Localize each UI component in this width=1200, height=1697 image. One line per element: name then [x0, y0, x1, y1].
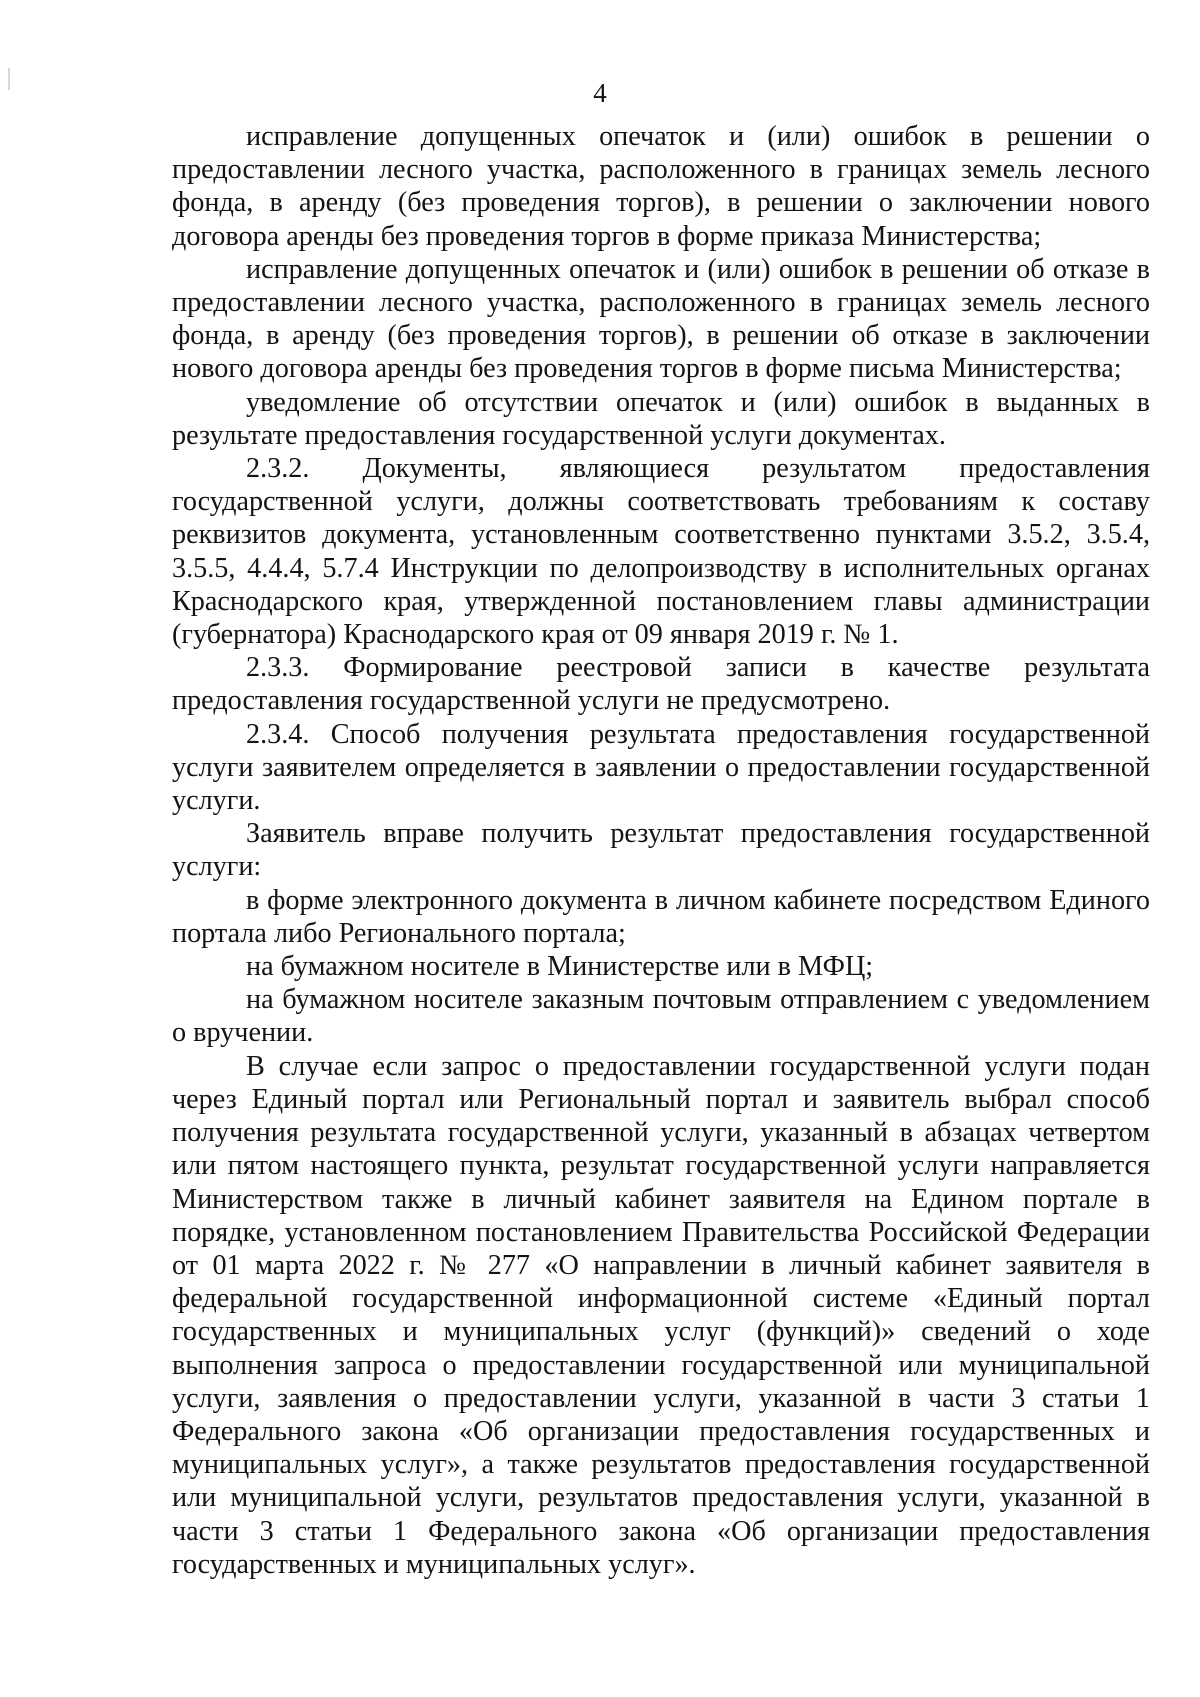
paragraph-option-paper-mfc: на бумажном носителе в Министерстве или в МФЦ;: [246, 951, 874, 983]
paragraph-option-electronic: в форме электронного документа в личном кабинете посредством Единого портала либо Регионального портала;: [172, 884, 1150, 949]
page-number: 4: [593, 78, 607, 108]
paragraph-portal-case: В случае если запрос о предоставлении государственной услуги подан через Единый портал или Региональный портал и заявитель выбрал способ получения результата государственной услуги, указанный в абзацах четвертом или пятом настоящего пункта, результат государственной услуги направляется Министерством также в личный кабинет заявителя на Едином портале в порядке, установленном постановлением Правительства Российской Федерации от 01 марта 2022 г. № 277 «О направлении в личный кабинет заявителя в федеральной государственной информационной системе «Единый портал государственных и муниципальных услуг (функций)» сведений о ходе выполнения запроса о предоставлении государственной или муниципальной услуги, заявления о предоставлении услуги, указанной в части 3 статьи 1 Федерального закона «Об организации предоставления государственных и муниципальных услуг», а также результатов предоставления государственной или муниципальной услуги, результатов предоставления услуги, указанной в части 3 статьи 1 Федерального закона «Об организации предоставления государственных и муниципальных услуг».: [172, 1050, 1150, 1580]
paragraph-no-errors-notice: уведомление об отсутствии опечаток и (или) ошибок в выданных в результате предоставления государственной услуги документах.: [172, 386, 1150, 451]
document-body: [172, 120, 1150, 1581]
paragraph-option-paper-mail: на бумажном носителе заказным почтовым отправлением с уведомлением о вручении.: [172, 984, 1150, 1049]
paragraph-correction-decision: исправление допущенных опечаток и (или) ошибок в решении о предоставлении лесного участка, расположенного в границах земель лесного фонда, в аренду (без проведения торгов), в решении о заключении нового договора аренды без проведения торгов в форме приказа Министерства;: [172, 121, 1150, 252]
paragraph-applicant-options: Заявитель вправе получить результат предоставления государственной услуги:: [172, 818, 1150, 883]
paragraph-2-3-3: 2.3.3. Формирование реестровой записи в качестве результата предоставления государственной услуги не предусмотрено.: [172, 652, 1150, 717]
paragraph-2-3-2: 2.3.2. Документы, являющиеся результатом предоставления государственной услуги, должны соответствовать требованиям к составу реквизитов документа, установленным соответственно пунктами 3.5.2, 3.5.4, 3.5.5, 4.4.4, 5.7.4 Инструкции по делопроизводству в исполнительных органах Краснодарского края, утвержденной постановлением главы администрации (губернатора) Краснодарского края от 09 января 2019 г. № 1.: [172, 453, 1150, 651]
paragraph-2-3-4: 2.3.4. Способ получения результата предоставления государственной услуги заявителем определяется в заявлении о предоставлении государственной услуги.: [172, 718, 1150, 817]
paragraph-correction-refusal: исправление допущенных опечаток и (или) ошибок в решении об отказе в предоставлении лесного участка, расположенного в границах земель лесного фонда, в аренду (без проведения торгов), в решении об отказе в заключении нового договора аренды без проведения торгов в форме письма Министерства;: [172, 253, 1150, 385]
